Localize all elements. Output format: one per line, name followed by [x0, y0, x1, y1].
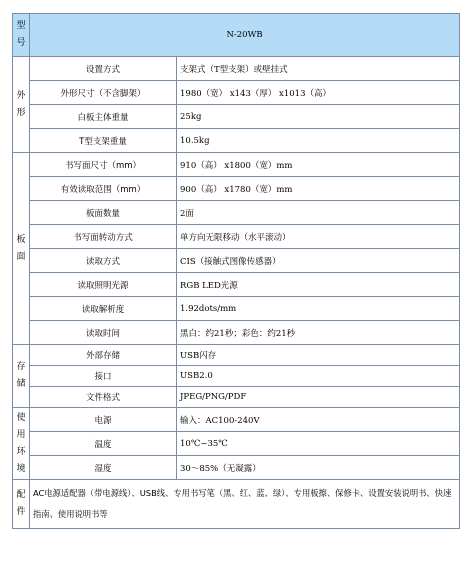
spec-label: 读取方式	[30, 249, 177, 273]
spec-value: RGB LED光源	[177, 273, 460, 297]
table-row	[13, 57, 460, 81]
spec-value: 1.92dots/mm	[177, 297, 460, 321]
table-row	[13, 225, 460, 249]
table-row	[13, 129, 460, 153]
spec-value: 支架式（T型支架）或壁挂式	[177, 57, 460, 81]
spec-label: 接口	[30, 366, 177, 387]
spec-label: 书写面尺寸（mm）	[30, 153, 177, 177]
category-cell-shape: 外形	[13, 57, 30, 153]
table-row	[13, 408, 460, 432]
table-row	[13, 366, 460, 387]
table-row	[13, 321, 460, 345]
accessories-value: AC电源适配器（带电源线）、USB线、专用书写笔（黑、红、蓝、绿）、专用板擦、保修卡、设置安装说明书、快速指南、使用说明书等	[30, 480, 460, 529]
spec-label: 读取解析度	[30, 297, 177, 321]
spec-label: 外部存储	[30, 345, 177, 366]
spec-value: USB2.0	[177, 366, 460, 387]
category-cell-storage: 存储	[13, 345, 30, 408]
table-row	[13, 456, 460, 480]
spec-value: 单方向无限移动（水平滚动）	[177, 225, 460, 249]
table-row	[13, 387, 460, 408]
category-cell-board: 板面	[13, 153, 30, 345]
spec-label: 温度	[30, 432, 177, 456]
spec-label: 电源	[30, 408, 177, 432]
table-row	[13, 297, 460, 321]
spec-label: 书写面转动方式	[30, 225, 177, 249]
accessories-row	[13, 480, 460, 529]
spec-value: 10.5kg	[177, 129, 460, 153]
category-cell-accessories: 配件	[13, 480, 30, 529]
spec-label: 设置方式	[30, 57, 177, 81]
spec-value: 900（高） x1780（宽）mm	[177, 177, 460, 201]
table-row	[13, 105, 460, 129]
table-row	[13, 177, 460, 201]
spec-value: 输入：AC100-240V	[177, 408, 460, 432]
spec-label: 有效读取范围（mm）	[30, 177, 177, 201]
spec-label: 白板主体重量	[30, 105, 177, 129]
spec-value: JPEG/PNG/PDF	[177, 387, 460, 408]
spec-value: 10℃~35℃	[177, 432, 460, 456]
header-row	[13, 14, 460, 57]
table-row	[13, 249, 460, 273]
spec-label: 读取照明光源	[30, 273, 177, 297]
model-label: 型号	[13, 14, 30, 57]
spec-label: 湿度	[30, 456, 177, 480]
spec-value: 2面	[177, 201, 460, 225]
table-row	[13, 273, 460, 297]
category-cell-environment: 使用环境	[13, 408, 30, 480]
spec-value: 黑白：约21秒；彩色：约21秒	[177, 321, 460, 345]
spec-value: 910（高） x1800（宽）mm	[177, 153, 460, 177]
spec-label: 外形尺寸（不含脚架）	[30, 81, 177, 105]
spec-label: 板面数量	[30, 201, 177, 225]
table-row	[13, 153, 460, 177]
spec-value: 30～85%（无凝露）	[177, 456, 460, 480]
spec-label: T型支架重量	[30, 129, 177, 153]
table-row	[13, 432, 460, 456]
spec-value: USB闪存	[177, 345, 460, 366]
spec-label: 读取时间	[30, 321, 177, 345]
spec-value: CIS（接触式图像传感器）	[177, 249, 460, 273]
spec-label: 文件格式	[30, 387, 177, 408]
spec-value: 25kg	[177, 105, 460, 129]
table-row	[13, 201, 460, 225]
table-row	[13, 345, 460, 366]
spec-value: 1980（宽） x143（厚） x1013（高）	[177, 81, 460, 105]
table-row	[13, 81, 460, 105]
spec-table	[12, 13, 460, 529]
model-name: N-20WB	[30, 14, 460, 57]
